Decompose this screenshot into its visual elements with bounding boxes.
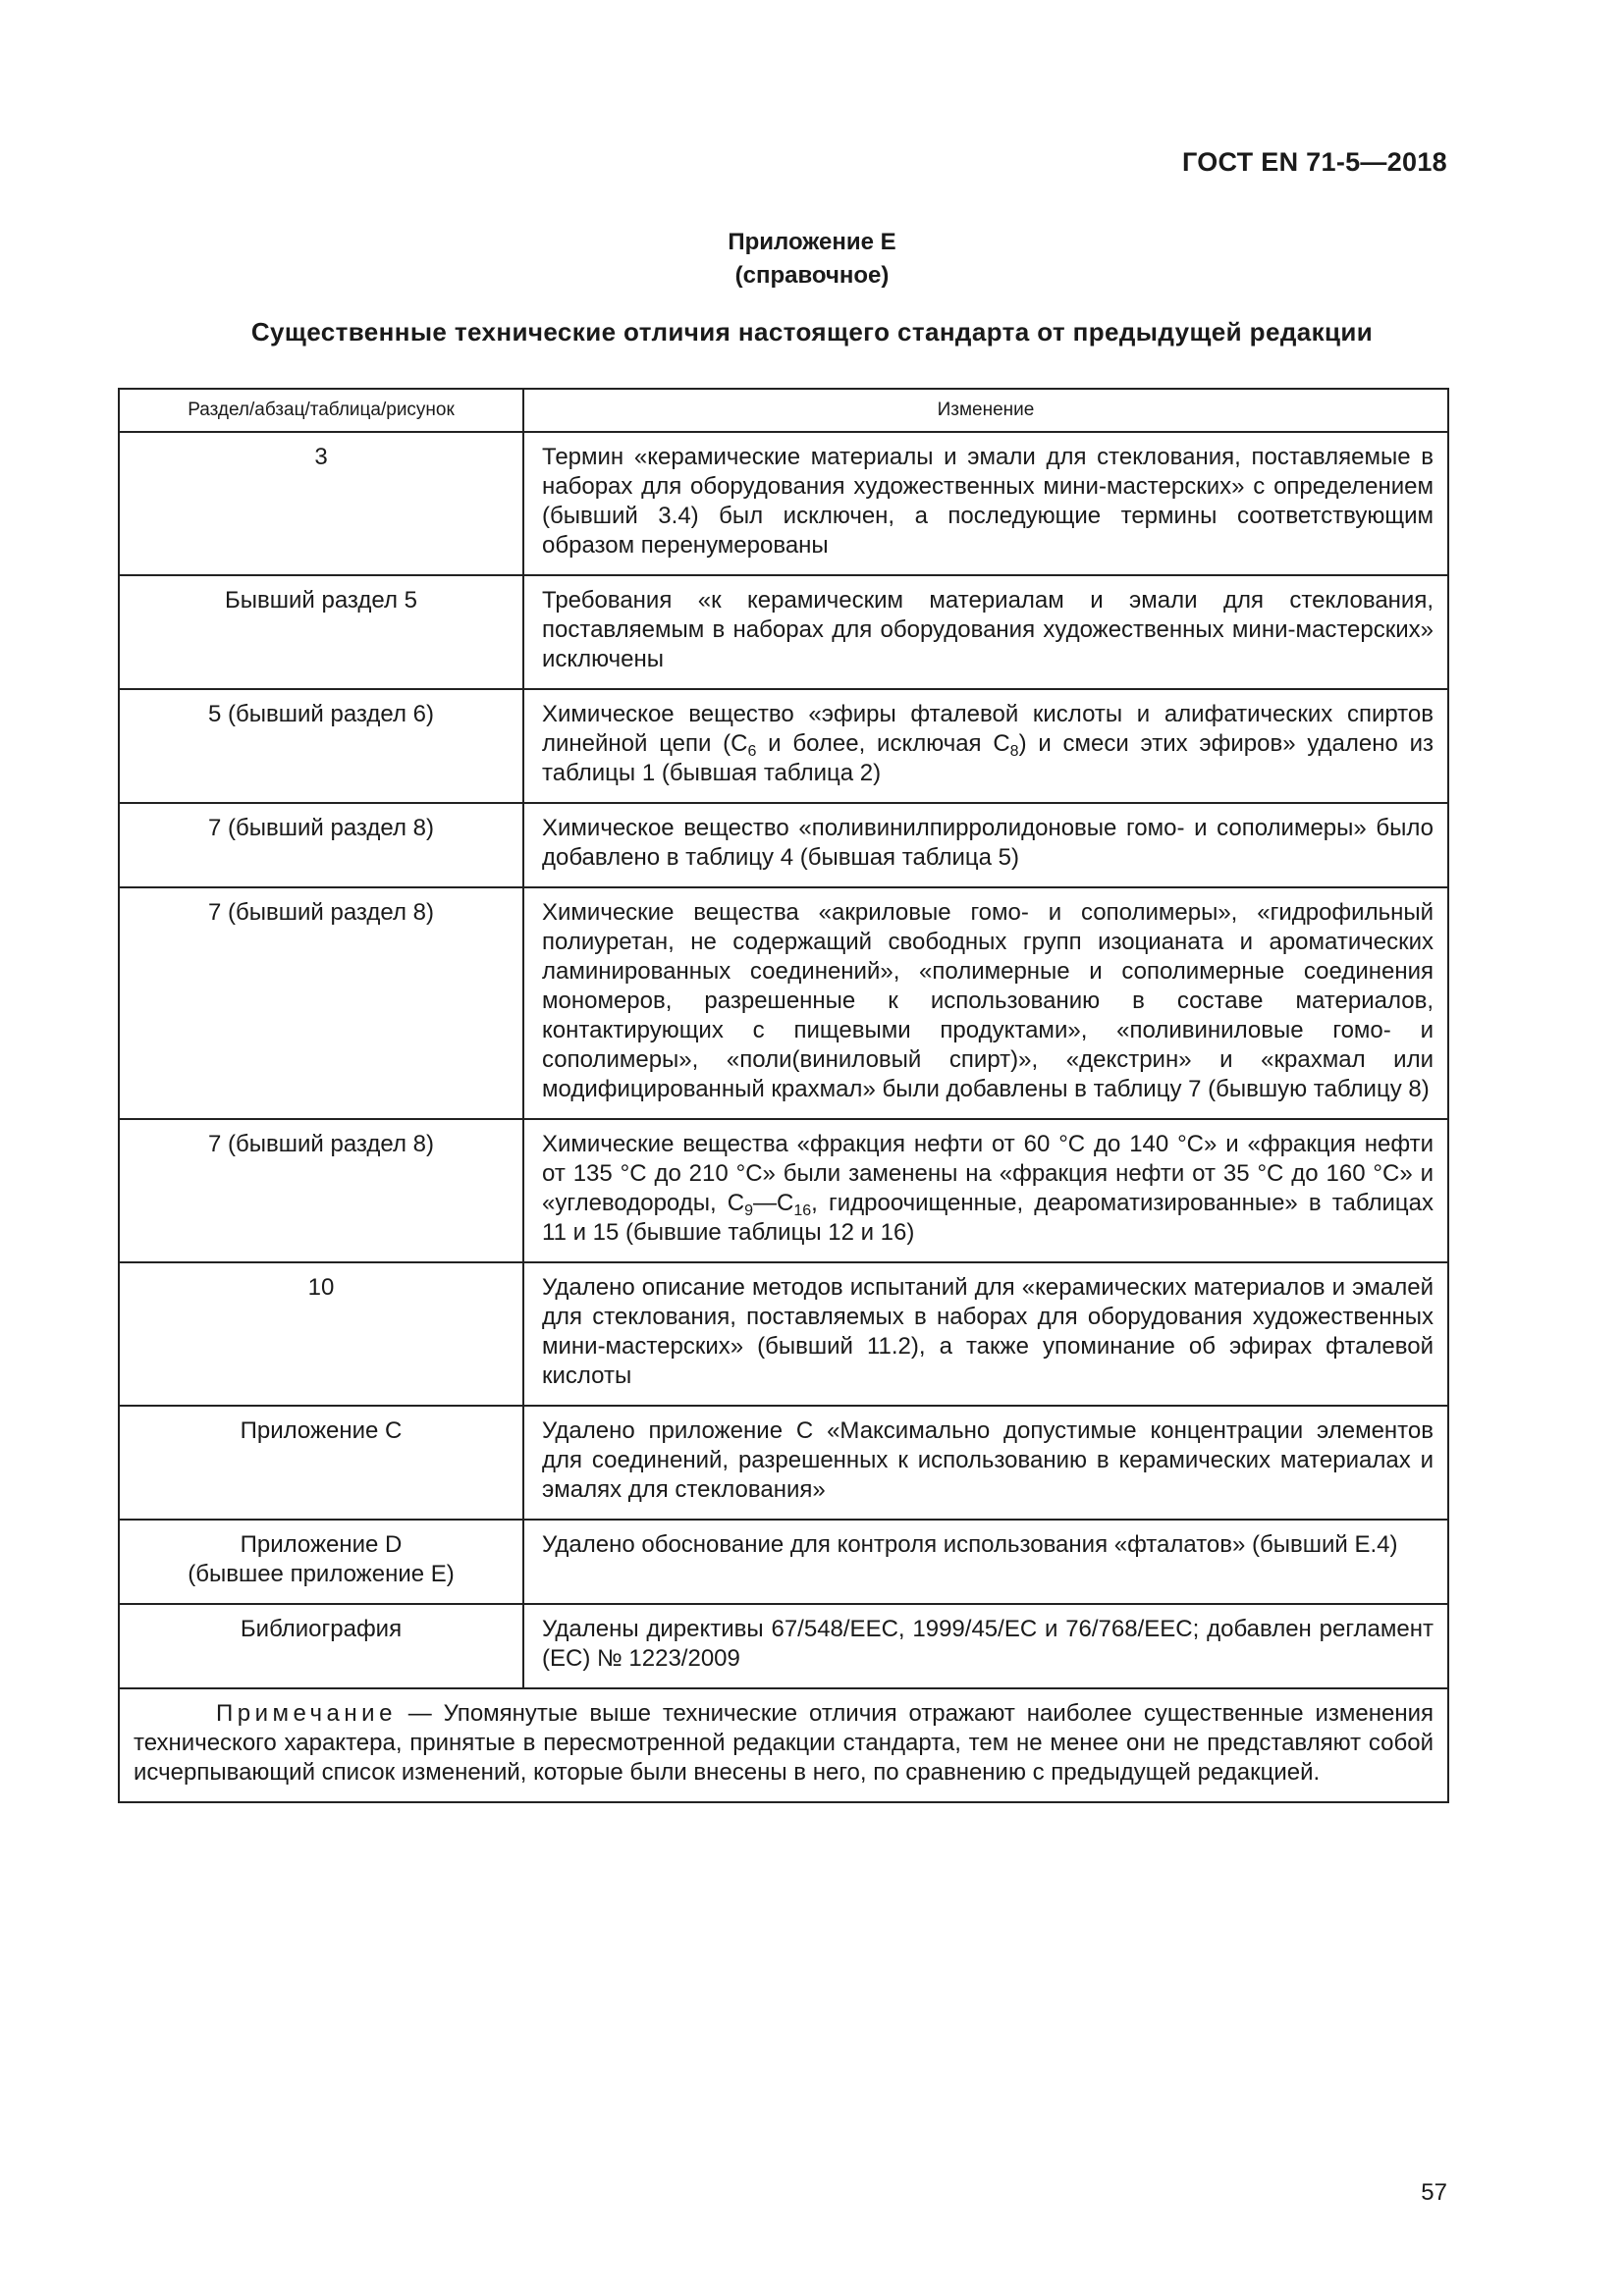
row-change: Удалено приложение C «Максимально допустимые концентрации элементов для соединений, разрешенных к использованию в керамических материалах и эмалях для стеклования» xyxy=(523,1406,1448,1520)
table-row xyxy=(119,887,1448,1119)
column-header-change: Изменение xyxy=(523,389,1448,432)
row-change: Удалено обоснование для контроля использования «фталатов» (бывший E.4) xyxy=(523,1520,1448,1604)
table-row xyxy=(119,1262,1448,1406)
row-section: 3 xyxy=(119,432,523,575)
table-row xyxy=(119,1520,1448,1604)
row-change: Удалено описание методов испытаний для «керамических материалов и эмалей для стеклования, поставляемых в наборах для оборудования художественных мини-мастерских» (бывший 11.2), а также упоминание об эфирах фталевой кислоты xyxy=(523,1262,1448,1406)
row-change: Химические вещества «акриловые гомо- и сополимеры», «гидрофильный полиуретан, не содержащий свободных групп изоцианата и ароматических ламинированных соединений», «полимерные и сополимерные соединения мономеров, разрешенные к использованию в составе материалов, контактирующих с пищевыми продуктами», «поливиниловые гомо- и сополимеры», «поли(виниловый спирт)», «декстрин» и «крахмал или модифицированный крахмал» были добавлены в таблицу 7 (бывшую таблицу 8) xyxy=(523,887,1448,1119)
row-change: Химическое вещество «поливинилпирролидоновые гомо- и сополимеры» было добавлено в таблицу 4 (бывшая таблица 5) xyxy=(523,803,1448,887)
row-section: Библиография xyxy=(119,1604,523,1688)
table-row xyxy=(119,1406,1448,1520)
row-section: Бывший раздел 5 xyxy=(119,575,523,689)
annex-heading xyxy=(0,226,1624,293)
table-row xyxy=(119,803,1448,887)
standard-code: ГОСТ EN 71-5—2018 xyxy=(1182,147,1447,177)
table-row xyxy=(119,575,1448,689)
table-row xyxy=(119,689,1448,803)
row-section: 7 (бывший раздел 8) xyxy=(119,887,523,1119)
table-row xyxy=(119,1119,1448,1262)
row-change: Химические вещества «фракция нефти от 60 °C до 140 °C» и «фракция нефти от 135 °C до 210 °C» были заменены на «фракция нефти от 35 °C до 160 °C» и «углеводороды, $C_9—C_{16}$, гидроочищенные, деароматизированные» в таблицах 11 и 15 (бывшие таблицы 12 и 16) xyxy=(523,1119,1448,1262)
table-row xyxy=(119,432,1448,575)
row-change: Химическое вещество «эфиры фталевой кислоты и алифатических спиртов линейной цепи ($C_6$ и более, исключая $C_8$) и смеси этих эфиров» удалено из таблицы 1 (бывшая таблица 2) xyxy=(523,689,1448,803)
row-section: 10 xyxy=(119,1262,523,1406)
row-section: Приложение D (бывшее приложение E) xyxy=(119,1520,523,1604)
table-note-row xyxy=(119,1688,1448,1802)
document-title: Существенные технические отличия настоящего стандарта от предыдущей редакции xyxy=(250,317,1374,347)
table-note xyxy=(119,1688,1448,1802)
row-change: Термин «керамические материалы и эмали для стеклования, поставляемые в наборах для оборудования художественных мини-мастерских» с определением (бывший 3.4) был исключен, а последующие термины соответствующим образом перенумерованы xyxy=(523,432,1448,575)
row-change: Удалены директивы 67/548/EEC, 1999/45/EC и 76/768/EEC; добавлен регламент (EC) № 1223/2009 xyxy=(523,1604,1448,1688)
row-section: 7 (бывший раздел 8) xyxy=(119,803,523,887)
column-header-section: Раздел/абзац/таблица/рисунок xyxy=(119,389,523,432)
changes-table xyxy=(118,388,1449,1803)
annex-status: (справочное) xyxy=(734,262,890,289)
row-section: Приложение C xyxy=(119,1406,523,1520)
note-text: — Упомянутые выше технические отличия отражают наиболее существенные изменения технического характера, принятые в пересмотренной редакции стандарта, тем не менее они не представляют собой исчерпывающий список изменений, которые были внесены в него, по сравнению с предыдущей редакцией. xyxy=(134,1700,1434,1786)
table-row xyxy=(119,1604,1448,1688)
row-change: Требования «к керамическим материалам и эмали для стеклования, поставляемым в наборах для оборудования художественных мини-мастерских» исключены xyxy=(523,575,1448,689)
row-section: 7 (бывший раздел 8) xyxy=(119,1119,523,1262)
annex-title: Приложение E xyxy=(728,229,896,255)
row-section: 5 (бывший раздел 6) xyxy=(119,689,523,803)
table-header-row xyxy=(119,389,1448,432)
page-number: 57 xyxy=(1421,2179,1447,2206)
note-label: Примечание xyxy=(216,1700,397,1727)
